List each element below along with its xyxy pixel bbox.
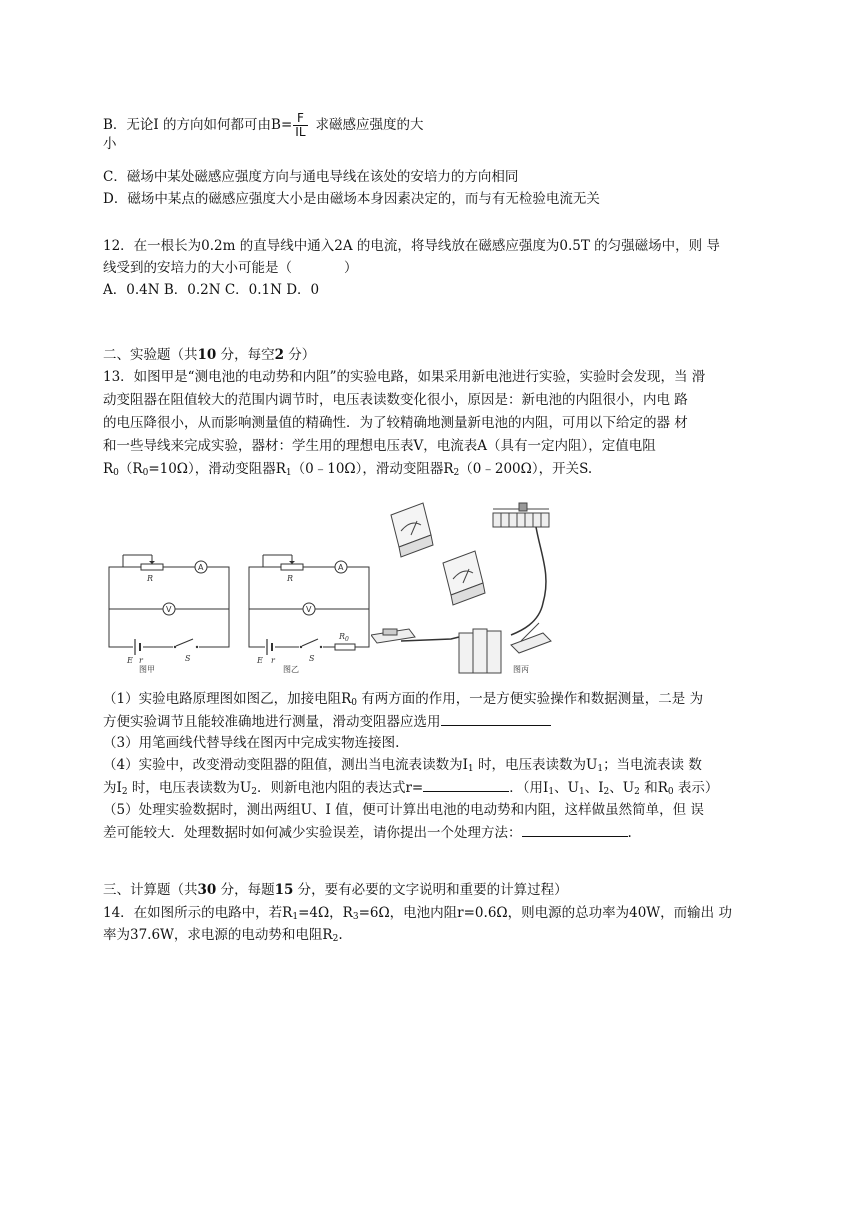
section-3-heading: 三、计算题（共30 分，每题15 分，要有必要的文字说明和重要的计算过程） <box>103 882 568 898</box>
q11-option-b: B．无论I 的方向如何都可由B= $\frac{F}{IL}$ 求磁感应强度的大 <box>103 111 424 139</box>
q13-line-5: $R_0(R_0=10\Omega)$，滑动变阻器$R_1(0﹣10\Omega)$，滑动变阻器$R_2(0﹣200\Omega)$，开关S. <box>103 461 593 478</box>
q13-part-3: （3）用笔画线代替导线在图丙中完成实物连接图. <box>103 735 400 751</box>
caption-jia: 图甲 <box>139 665 155 673</box>
answer-blank[interactable] <box>423 777 509 792</box>
switch-icon <box>299 639 323 651</box>
switch-device-icon <box>511 623 551 653</box>
svg-text:r: r <box>271 656 275 665</box>
svg-text:S: S <box>309 654 315 663</box>
ammeter-icon <box>195 561 207 573</box>
svg-text:A: A <box>338 563 344 572</box>
ammeter-device-icon <box>391 503 433 557</box>
q13-part-1-line-1: （1）实验电路原理图如图乙，加接电阻$R_0$ 有两方面的作用，一是方便实验操作和数据测量，二是 为 <box>103 691 704 708</box>
apparatus-figure-bing <box>371 495 761 680</box>
svg-text:r: r <box>139 656 143 665</box>
svg-text:S: S <box>185 654 191 663</box>
voltmeter-icon <box>163 603 175 615</box>
q13-line-2: 动变阻器在阻值较大的范围内调节时，电压表读数变化很小，原因是：新电池的内阻很小，内电 路 <box>103 392 688 408</box>
battery-icon <box>133 639 143 655</box>
switch-icon <box>173 639 199 651</box>
ammeter-icon <box>335 561 347 573</box>
fraction-f-over-il: $\frac{F}{IL}$ <box>295 111 306 139</box>
q13-part-4-line-1: （4）实验中，改变滑动变阻器的阻值，测出当电流表读数为$I_1$ 时，电压表读数为$U_1$；当电流表读 数 <box>103 757 702 774</box>
svg-text:R: R <box>287 574 294 583</box>
caption-yi: 图乙 <box>283 665 299 673</box>
svg-text:R0: $R_0$ <box>339 632 349 643</box>
q13-part-1-line-2: 方便实验调节且能较准确地进行测量，滑动变阻器应选用 <box>103 711 551 732</box>
svg-text:V: V <box>306 605 312 614</box>
q13-part-5-line-2: 差可能较大．处理数据时如何减少实验误差，请你提出一个处理方法： . <box>103 822 632 843</box>
voltmeter-icon <box>303 603 315 615</box>
label-a: A <box>198 563 204 572</box>
q12-options: A．0.4N B．0.2N C．0.1N D．0 <box>103 282 320 298</box>
label-r: R <box>147 574 154 583</box>
answer-blank[interactable] <box>441 711 551 726</box>
rheostat-icon <box>123 555 163 570</box>
caption-bing: 图丙 <box>513 665 529 674</box>
svg-text:E: E <box>257 656 263 665</box>
circuit-figure-yi <box>243 553 375 673</box>
q14-line-1: 14．在如图所示的电路中，若$R_1=4\Omega$，$R_3=6\Omega$，电池内阻r=0.6Ω，则电源的总功率为40W，而输出 功 <box>103 905 732 922</box>
svg-text:E: E <box>127 656 133 665</box>
q11-option-c: C．磁场中某处磁感应强度方向与通电导线在该处的安培力的方向相同 <box>103 169 519 185</box>
section-2-heading: 二、实验题（共10 分，每空2 分） <box>103 347 316 363</box>
label-v: V <box>166 605 172 614</box>
rheostat-icon <box>263 555 303 570</box>
q12-line-2: 线受到的安培力的大小可能是（ ） <box>103 260 358 276</box>
rheostat-device-icon <box>493 503 549 527</box>
battery-device-icon <box>459 629 501 673</box>
circuit-figure-jia <box>103 553 235 673</box>
answer-blank[interactable] <box>522 822 628 837</box>
wire <box>511 527 546 635</box>
q11-option-d: D．磁场中某点的磁感应强度大小是由磁场本身因素决定的，而与有无检验电流无关 <box>103 191 600 207</box>
q11-option-b-wrap: 小 <box>103 136 117 152</box>
q13-line-4: 和一些导线来完成实验，器材：学生用的理想电压表V，电流表A（具有一定内阻），定值电阻 <box>103 438 656 454</box>
voltmeter-device-icon <box>443 551 485 605</box>
q13-part-4-line-2: 为$I_2$ 时，电压表读数为$U_2$．则新电池内阻的表达式r= ．（用$I_1$、$U_1$、$I_2$、$U_2$ 和$R_0$ 表示） <box>103 777 718 798</box>
q13-line-3: 的电压降很小，从而影响测量值的精确性．为了较精确地测量新电池的内阻，可用以下给定的器 材 <box>103 415 688 431</box>
figures-row <box>103 495 763 680</box>
q12-line-1: 12．在一根长为0.2m 的直导线中通入2A 的电流，将导线放在磁感应强度为0.5T 的匀强磁场中，则 导 <box>103 238 720 254</box>
q14-line-2: 率为37.6W，求电源的电动势和电阻$R_2$. <box>103 927 343 944</box>
resistor-r0-icon <box>335 644 355 650</box>
q13-part-5-line-1: （5）处理实验数据时，测出两组U、I 值，便可计算出电池的电动势和内阻，这样做虽然简单，但 误 <box>103 802 704 818</box>
battery-icon <box>265 639 275 655</box>
q13-line-1: 13．如图甲是“测电池的电动势和内阻”的实验电路，如果采用新电池进行实验，实验时会发现，当 滑 <box>103 369 706 385</box>
